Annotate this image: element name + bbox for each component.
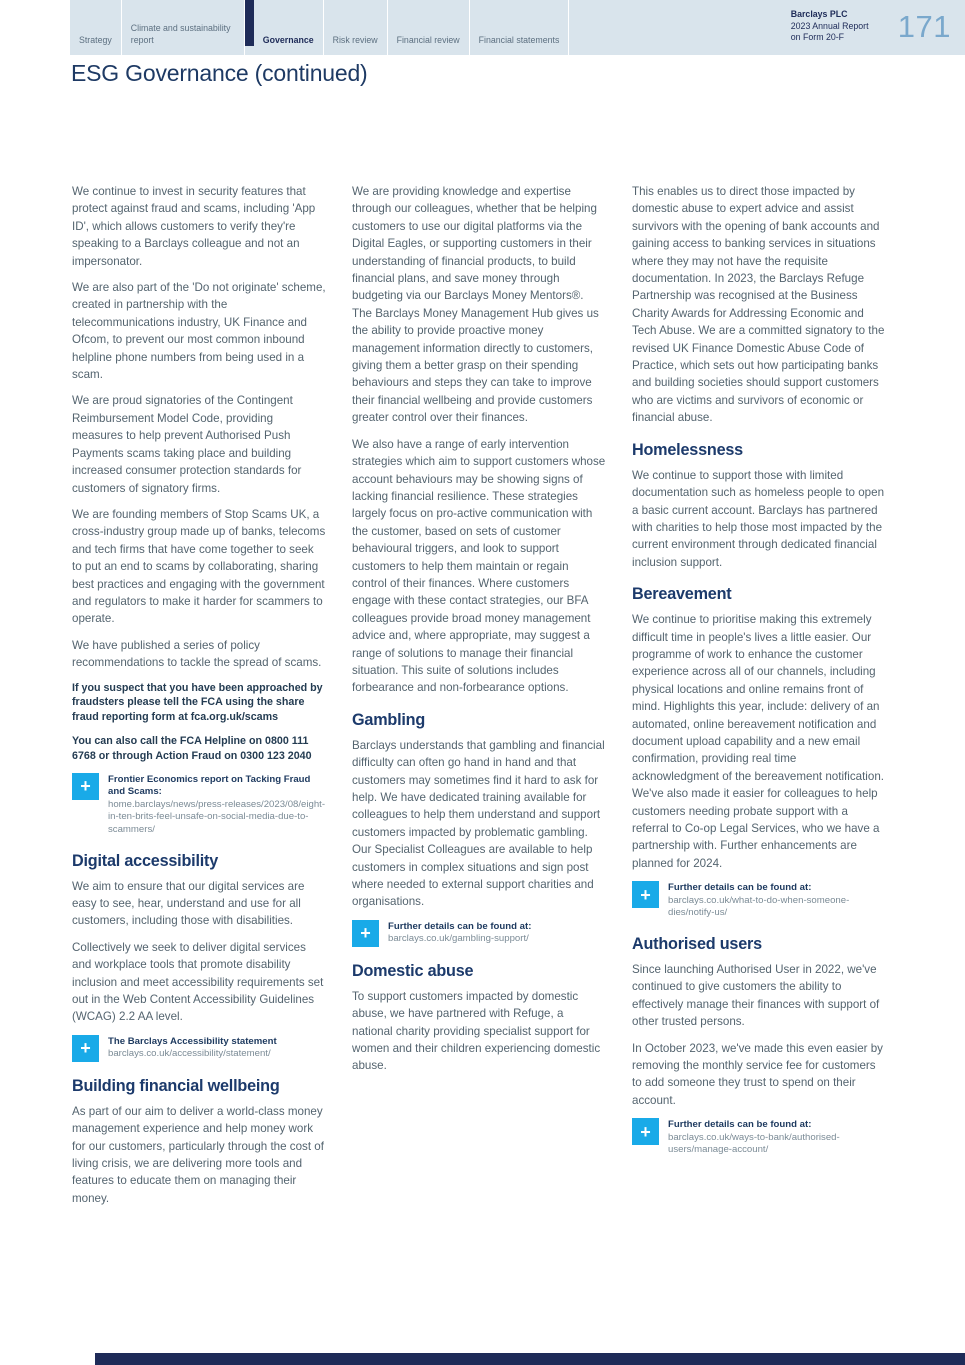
active-tab-marker [245, 0, 254, 46]
section-heading-gambling: Gambling [352, 710, 426, 729]
body-paragraph: This enables us to direct those impacted by domestic abuse to expert advice and assist survivors with the opening of bank accounts and gaining access to banking services in situations where they may not have the requisite documentation. In 2023, the Barclays Refuge Partnership was recognised at the Business Charity Awards for Addressing Economic and Tech Abuse. We are a committed signatory to the revised UK Finance Domestic Abuse Code of Practice, which sets out how participating banks and building societies should support customers who are victims and survivors of economic or financial abuse. [632, 185, 885, 425]
link-url[interactable]: home.barclays/news/press-releases/2023/08/eight-in-ten-brits-feel-unsafe-on-social-media-due-to-scammers/ [108, 798, 326, 835]
link-url[interactable]: barclays.co.uk/accessibility/statement/ [108, 1048, 271, 1060]
body-paragraph: We have published a series of policy recommendations to tackle the spread of scams. [72, 638, 322, 670]
link-callout [632, 1118, 886, 1157]
column-right [632, 183, 886, 1171]
plus-link-icon[interactable]: + [352, 920, 379, 947]
link-text-block [108, 773, 326, 837]
plus-link-icon[interactable]: + [72, 1035, 99, 1062]
link-text-block [668, 881, 886, 920]
body-paragraph: We aim to ensure that our digital services are easy to see, hear, understand and use for all customers, including those with disabilities. [72, 879, 305, 928]
tab-financial-review[interactable] [387, 0, 469, 55]
plus-link-icon[interactable]: + [632, 881, 659, 908]
plus-link-icon[interactable]: + [72, 773, 99, 800]
page-number: 171 [897, 9, 951, 44]
link-url[interactable]: barclays.co.uk/gambling-support/ [388, 933, 529, 945]
bold-notice: If you suspect that you have been approached by fraudsters please tell the FCA using the share fraud reporting form at fca.org.uk/scams [72, 681, 323, 724]
link-text-block [388, 920, 531, 946]
body-paragraph: We are founding members of Stop Scams UK, a cross-industry group made up of banks, telecoms and tech firms that have come together to seek to put an end to scams by collaborating, sharing best practices and engaging with the government and regulators to make it harder for scammers to operate. [72, 507, 326, 626]
column-left [72, 183, 326, 1216]
link-label: Further details can be found at: [668, 1119, 812, 1131]
tab-label: Climate and sustainability report [130, 23, 231, 45]
report-line-1: 2023 Annual Report [790, 20, 869, 31]
section-heading-authorised-users: Authorised users [632, 935, 762, 953]
tab-label: Strategy [79, 34, 112, 45]
tab-label: Financial statements [478, 34, 560, 45]
top-nav-bar [70, 0, 965, 55]
brand-name: Barclays PLC [790, 9, 848, 19]
tab-label: Risk review [332, 34, 378, 45]
tab-risk-review[interactable] [323, 0, 387, 55]
section-heading-homelessness: Homelessness [632, 440, 743, 459]
link-label: Further details can be found at: [668, 882, 812, 894]
body-paragraph: We also have a range of early intervention strategies which aim to support customers whose account behaviours may be showing signs of lacking financial resilience. These strategies largely focus on pro-active communication with the customer, based on sets of customer behavioural triggers, and look to support customers to help them maintain or regain control of their finances. Where customers engage with these contact strategies, our BFA colleagues provide broad money management advice and, where appropriate, may suggest a range of solutions to manage their financial situation. This suite of solutions includes forbearance and non-forbearance options. [352, 437, 606, 695]
body-paragraph: As part of our aim to deliver a world-class money management experience and help money work for our customers, particularly through the cost of living crisis, we are delivering more tools and features to educate them on managing their money. [72, 1104, 324, 1205]
report-meta [791, 0, 965, 55]
link-callout [352, 920, 606, 947]
tab-climate-and-sustainability-report[interactable] [121, 0, 244, 55]
section-heading-digital-accessibility: Digital accessibility [72, 851, 219, 870]
footer-bar [95, 1353, 965, 1365]
report-brand-block [791, 9, 886, 44]
link-callout [72, 773, 326, 837]
link-label: Further details can be found at: [388, 920, 532, 932]
bold-notice: You can also call the FCA Helpline on 0800 111 6768 or through Action Fraud on 0300 123 2040 [72, 734, 312, 762]
body-paragraph: We continue to prioritise making this extremely difficult time in people's lives a little easier. Our programme of work to enhance the customer experience across all of our channels, including physical locations and online remains front of mind. Highlights this year, include: delivery of an automated, online bereavement notification and document upload capability and a new email confirmation, providing real time acknowledgment of the bereavement notification. We've also made it easier for colleagues to help customers needing probate support with a referral to Co-op Legal Services, who we have a partnership with. Further enhancements are planned for 2024. [632, 613, 884, 870]
body-paragraph: In October 2023, we've made this even easier by removing the monthly service fee for customers to add someone they trust to spend on their account. [632, 1041, 883, 1107]
body-paragraph: We are proud signatories of the Contingent Reimbursement Model Code, providing measures to help prevent Authorised Push Payments scams taking place and building increased consumer protection standards for customers of signatory firms. [72, 394, 302, 495]
tab-label: Governance [262, 34, 314, 45]
link-url[interactable]: barclays.co.uk/what-to-do-when-someone-dies/notify-us/ [668, 894, 850, 919]
body-paragraph: Barclays understands that gambling and financial difficulty can often go hand in hand and that customers may sometimes find it hard to ask for help. We have dedicated training available for colleagues to help them understand and support customers impacted by problematic gambling. Our Specialist Colleagues are available to help customers in complex situations and sign post where needed to external support charities and organisations. [352, 738, 605, 909]
report-line-2: on Form 20-F [790, 32, 845, 43]
body-paragraph: Collectively we seek to deliver digital services and workplace tools that promote disability inclusion and meet accessibility requirements set out in the Web Content Accessibility Guidelines (WCAG) 2.2 AA level. [72, 940, 324, 1024]
body-paragraph: We are also part of the 'Do not originate' scheme, created in partnership with the telecommunications industry, UK Finance and Ofcom, to prevent our most common inbound helpline phone numbers from being used in a scam. [72, 281, 326, 382]
link-text-block [668, 1118, 886, 1157]
nav-spacer [568, 0, 790, 55]
body-paragraph: We are providing knowledge and expertise through our colleagues, whether that be helping customers to use our digital platforms via the Digital Eagles, or supporting customers in their understanding of financial products, to build financial plans, and save money through budgeting via our Barclays Money Mentors®. The Barclays Money Management Hub gives us the ability to provide proactive money management information directly to customers, giving them a better grasp on their spending behaviours and steps they can take to improve their financial wellbeing and provide customers greater control over their finances. [352, 185, 599, 425]
column-middle [352, 183, 606, 1084]
plus-link-icon[interactable]: + [632, 1118, 659, 1145]
section-heading-domestic-abuse: Domestic abuse [352, 961, 474, 980]
section-heading-bereavement: Bereavement [632, 585, 732, 604]
tab-strategy[interactable] [70, 0, 121, 55]
nav-tabs [70, 0, 568, 55]
body-paragraph: We continue to support those with limited documentation such as homeless people to open a basic current account. Barclays has partnered with charities to help those most impacted by the current environment through dedicated financial inclusion support. [632, 468, 885, 569]
body-paragraph: We continue to invest in security features that protect against fraud and scams, including 'App ID', which allows customers to verify they're speaking to a Barclays colleague and not an impersonator. [72, 185, 316, 268]
link-callout [632, 881, 886, 920]
tab-governance[interactable] [244, 0, 323, 55]
body-paragraph: To support customers impacted by domestic abuse, we have partnered with Refuge, a national charity providing specialist support for women and their children experiencing domestic abuse. [352, 989, 601, 1073]
page-title: ESG Governance (continued) [71, 60, 368, 86]
link-url[interactable]: barclays.co.uk/ways-to-bank/authorised-users/manage-account/ [668, 1131, 840, 1156]
link-text-block [108, 1035, 277, 1061]
link-label: Frontier Economics report on Tacking Fraud and Scams: [108, 773, 311, 798]
link-label: The Barclays Accessibility statement [108, 1035, 277, 1047]
body-paragraph: Since launching Authorised User in 2022, we've continued to give customers the ability to effectively manage their finances with support of other trusted persons. [632, 963, 880, 1029]
tab-financial-statements[interactable] [469, 0, 569, 55]
section-heading-building-financial-wellbeing: Building financial wellbeing [72, 1076, 280, 1095]
link-callout [72, 1035, 326, 1062]
tab-label: Financial review [396, 34, 460, 45]
